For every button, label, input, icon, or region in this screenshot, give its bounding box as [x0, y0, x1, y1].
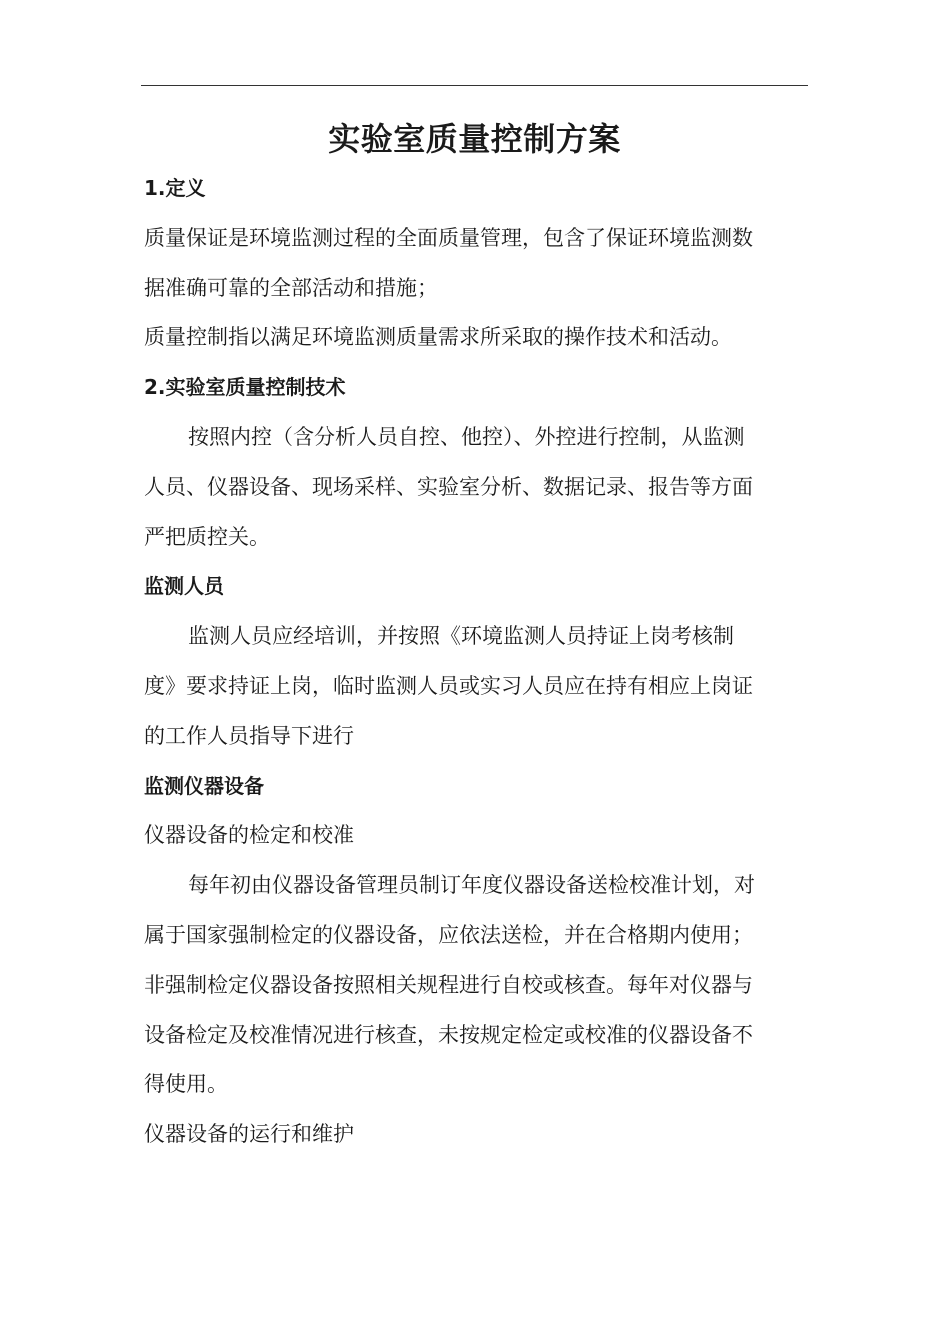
- paragraph-line: 按照内控（含分析人员自控、他控）、外控进行控制，从监测: [188, 424, 745, 449]
- paragraph-line: 仪器设备的检定和校准: [144, 823, 354, 848]
- paragraph-line: 仪器设备的运行和维护: [144, 1122, 354, 1147]
- paragraph-line: 度》要求持证上岗，临时监测人员或实习人员应在持有相应上岗证: [144, 673, 753, 698]
- paragraph-line: 监测人员应经培训，并按照《环境监测人员持证上岗考核制: [188, 624, 734, 649]
- paragraph-line: 质量保证是环境监测过程的全面质量管理，包含了保证环境监测数: [144, 225, 753, 250]
- paragraph-line: 严把质控关。: [144, 524, 270, 549]
- paragraph-line: 得使用。: [144, 1072, 228, 1097]
- document-body: [144, 164, 814, 1160]
- section-heading-definition: 1.定义: [144, 176, 206, 200]
- paragraph-line: 的工作人员指导下进行: [144, 723, 354, 748]
- paragraph-line: 人员、仪器设备、现场采样、实验室分析、数据记录、报告等方面: [144, 474, 753, 499]
- paragraph-line: 据准确可靠的全部活动和措施；: [144, 275, 438, 300]
- paragraph-line: 属于国家强制检定的仪器设备，应依法送检，并在合格期内使用；: [144, 922, 753, 947]
- header-rule: [141, 85, 808, 86]
- paragraph-line: 每年初由仪器设备管理员制订年度仪器设备送检校准计划，对: [188, 873, 755, 898]
- paragraph-line: 设备检定及校准情况进行核查，未按规定检定或校准的仪器设备不: [144, 1022, 753, 1047]
- subsection-heading-equipment: 监测仪器设备: [144, 773, 264, 798]
- section-heading-lab-qc: 2.实验室质量控制技术: [144, 375, 346, 400]
- paragraph-line: 质量控制指以满足环境监测质量需求所采取的操作技术和活动。: [144, 325, 732, 350]
- subsection-heading-personnel: 监测人员: [144, 574, 224, 599]
- document-title: 实验室质量控制方案: [328, 120, 621, 158]
- paragraph-line: 非强制检定仪器设备按照相关规程进行自校或核查。每年对仪器与: [144, 972, 753, 997]
